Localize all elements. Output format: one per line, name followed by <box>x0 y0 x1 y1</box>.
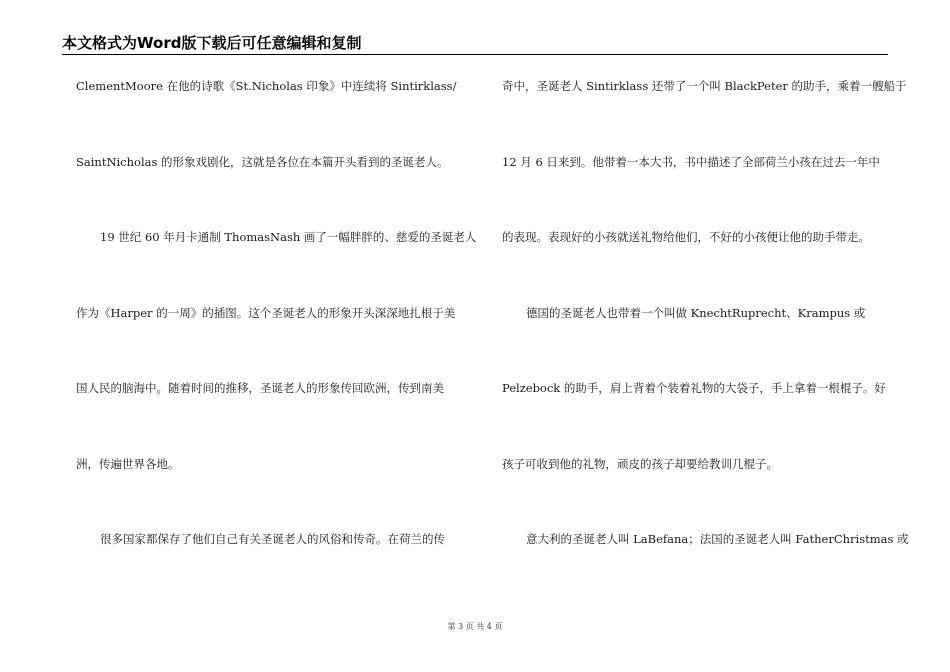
paragraph-line: 德国的圣诞老人也带着一个叫做 KnechtRuprecht、Krampus 或 <box>526 306 866 320</box>
paragraph-line: 国人民的脑海中。随着时间的推移，圣诞老人的形象传回欧洲，传到南美 <box>76 381 444 395</box>
page-number-footer: 第 3 页 共 4 页 <box>447 622 503 631</box>
paragraph-line: 12 月 6 日来到。他带着一本大书，书中描述了全部荷兰小孩在过去一年中 <box>502 155 880 169</box>
paragraph-line: SaintNicholas 的形象戏剧化，这就是各位在本篇开头看到的圣诞老人。 <box>76 155 449 169</box>
document-header-title: 本文格式为Word版下载后可任意编辑和复制 <box>62 34 362 52</box>
paragraph-line: 洲，传遍世界各地。 <box>76 457 180 471</box>
paragraph-line: 奇中，圣诞老人 Sintirklass 还带了一个叫 BlackPeter 的助手，乘着一艘船于 <box>502 79 907 93</box>
paragraph-line: 孩子可收到他的礼物，顽皮的孩子却要给教训几棍子。 <box>502 457 778 471</box>
paragraph-line: 意大利的圣诞老人叫 LaBefana；法国的圣诞老人叫 FatherChristmas 或 <box>526 532 909 546</box>
paragraph-line: ClementMoore 在他的诗歌《St.Nicholas 印象》中连续将 Sintirklass/ <box>76 79 457 93</box>
paragraph-line: 19 世纪 60 年月卡通制 ThomasNash 画了一幅胖胖的、慈爱的圣诞老人 <box>100 230 477 244</box>
paragraph-line: Pelzebock 的助手，肩上背着个装着礼物的大袋子，手上拿着一根棍子。好 <box>502 381 886 395</box>
paragraph-line: 作为《Harper 的一周》的插图。这个圣诞老人的形象开头深深地扎根于美 <box>76 306 456 320</box>
page-header <box>62 34 888 56</box>
paragraph-line: 的表现。表现好的小孩就送礼物给他们，不好的小孩便让他的助手带走。 <box>502 230 870 244</box>
header-divider <box>62 54 888 55</box>
paragraph-line: 很多国家都保存了他们自己有关圣诞老人的风俗和传奇。在荷兰的传 <box>100 532 445 546</box>
